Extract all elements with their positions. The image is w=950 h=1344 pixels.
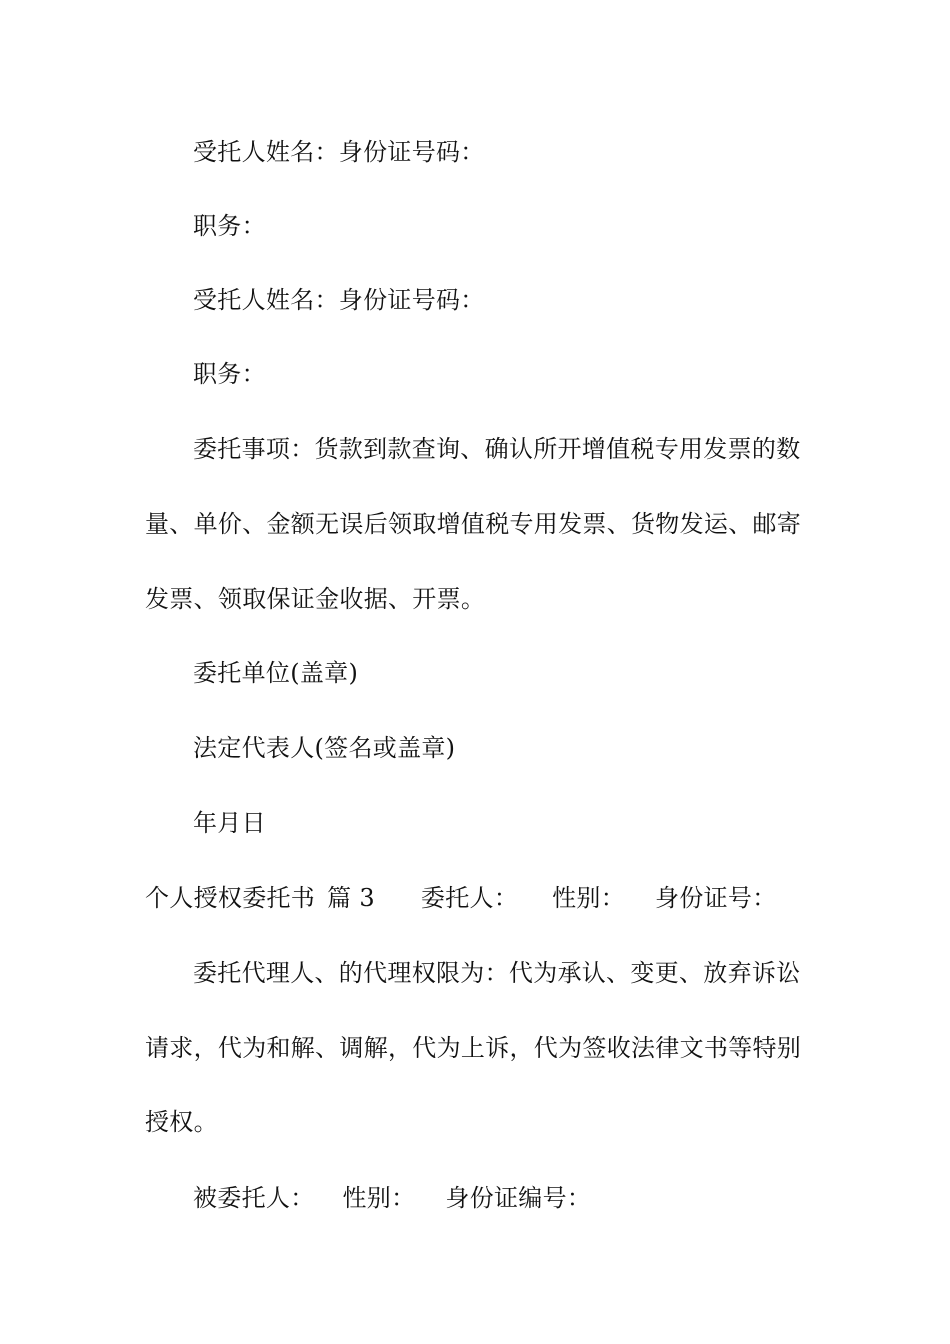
entrusted-label: 被委托人： xyxy=(193,1184,315,1212)
paragraph-line: 发票、领取保证金收据、开票。 xyxy=(145,585,486,613)
paragraph-line: 授权。 xyxy=(145,1108,218,1136)
gender-label: 性别： xyxy=(552,884,626,912)
id-number-label: 身份证号： xyxy=(655,884,777,912)
paragraph-line: 请求，代为和解、调解，代为上诉，代为签收法律文书等特别 xyxy=(145,1034,802,1062)
text-line: 职务： xyxy=(193,212,266,240)
paragraph-line: 委托事项：货款到款查询、确认所开增值税专用发票的数 xyxy=(193,435,801,463)
entrusted-line xyxy=(193,1183,863,1213)
text-line: 受托人姓名：身份证号码： xyxy=(193,286,485,314)
paragraph-line: 量、单价、金额无误后领取增值税专用发票、货物发运、邮寄 xyxy=(145,510,802,538)
gender-label: 性别： xyxy=(342,1184,416,1212)
date-line: 年月日 xyxy=(193,809,266,837)
text-line: 受托人姓名：身份证号码： xyxy=(193,138,485,166)
text-line: 法定代表人(签名或盖章) xyxy=(193,734,456,762)
paragraph-line: 委托代理人、的代理权限为：代为承认、变更、放弃诉讼 xyxy=(193,959,801,987)
heading-line xyxy=(145,883,815,913)
principal-label: 委托人： xyxy=(420,884,519,912)
heading-title: 个人授权委托书 xyxy=(145,884,316,912)
heading-part: 篇 3 xyxy=(327,884,375,912)
text-line: 职务： xyxy=(193,360,266,388)
id-number-label: 身份证编号： xyxy=(445,1184,592,1212)
text-line: 委托单位(盖章) xyxy=(193,659,359,687)
